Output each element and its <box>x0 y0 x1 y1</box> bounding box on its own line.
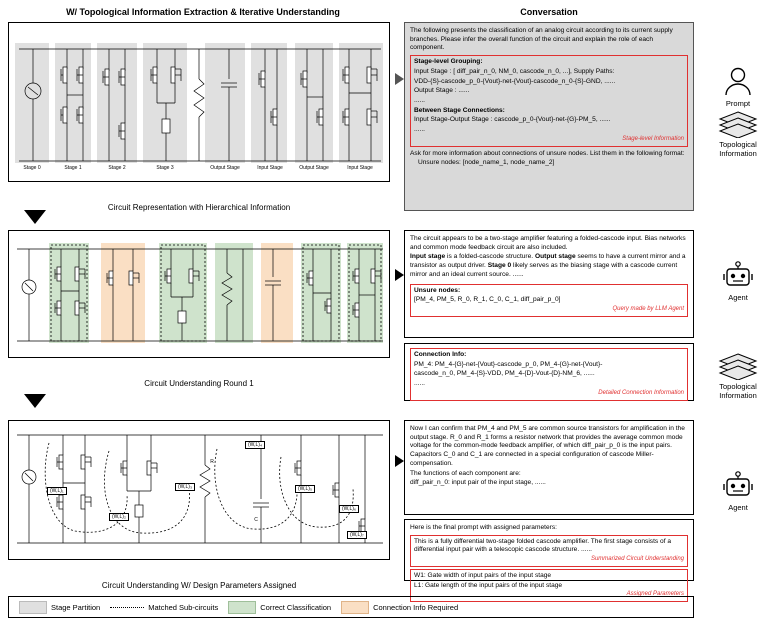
stage-grouping-title: Stage-level Grouping: <box>414 58 483 66</box>
agent-r1-t2: seems to have a current mirror and a transistor as output driver. <box>410 253 686 270</box>
stage-label-1: Stage 1 <box>64 165 82 171</box>
wl-box-2: (W,L)₂ <box>109 513 129 521</box>
connection-info-swatch <box>341 601 369 614</box>
connection-info-box <box>410 348 688 401</box>
stage-label-2: Stage 2 <box>108 165 126 171</box>
actor-prompt <box>700 66 776 108</box>
legend-label-stage-partition: Stage Partition <box>51 602 101 612</box>
assigned-parameters-tag: Assigned Parameters <box>626 591 684 598</box>
output-stage-bold: Output stage <box>534 253 576 261</box>
right-column-header: Conversation <box>520 7 578 17</box>
connection-info-line3: ...... <box>414 380 425 388</box>
flow-arrow-1 <box>24 210 46 224</box>
connection-info-bubble <box>404 343 694 401</box>
query-tag: Query made by LLM Agent <box>612 305 684 312</box>
unsure-nodes-title: Unsure nodes: <box>414 286 461 294</box>
wl-box-7: (W,L)₇ <box>347 531 367 539</box>
stage-label-7: Input Stage <box>347 165 373 171</box>
matched-subcircuits-line <box>110 607 144 608</box>
unsure-format-line: Unsure nodes: [node_name_1, node_name_2] <box>418 159 555 167</box>
prompt-ellipsis-1: ...... <box>414 96 425 104</box>
ask-more-line: Ask for more information about connections of unsure nodes. List them in the following format: <box>410 149 685 157</box>
layers-icon <box>717 110 759 138</box>
user-icon <box>721 66 755 96</box>
actor-agent-2 <box>700 470 776 512</box>
legend-item-correct-classification <box>228 601 331 614</box>
wl-box-5: (W,L)₅ <box>295 485 315 493</box>
resistor-label-r: R <box>210 459 214 465</box>
stage-label-3: Stage 3 <box>156 165 174 171</box>
supply-path-line: VDD-{S}-cascode_p_0-{Vout}-net-{Vout}-cascode_n_0-{S}-GND, ...... <box>414 77 616 85</box>
caption-row3: Circuit Understanding W/ Design Parameters Assigned <box>101 581 297 590</box>
stage-level-information-box <box>410 55 688 147</box>
stage-level-information-tag: Stage-level Information <box>622 135 684 142</box>
output-stage-line: Output Stage : ...... <box>414 87 470 95</box>
legend-item-matched-subcircuits <box>110 603 218 612</box>
final-prompt-intro: Here is the final prompt with assigned parameters: <box>410 524 557 531</box>
stage-label-0: Stage 0 <box>23 165 41 171</box>
actor-agent-label-1: Agent <box>728 293 748 302</box>
between-stage-line: Input Stage-Output Stage : cascode_p_0-{Vout}-net-{G}-PM_5, ...... <box>414 116 611 124</box>
capacitor-label-c: C <box>254 517 258 523</box>
connection-info-line2: cascode_n_0, PM_4-{S}-VDD, PM_4-{D}-Vout-{D}-NM_6, ...... <box>414 370 595 378</box>
legend-item-connection-info-required <box>341 601 458 614</box>
actor-topological-information-1 <box>700 110 776 158</box>
input-stage-line: Input Stage : [ diff_pair_n_0, NM_0, cascode_n_0, ...], Supply Paths: <box>414 67 615 75</box>
circuit-schematic-row2 <box>9 231 391 359</box>
stage-label-5: Input Stage <box>257 165 283 171</box>
summarized-understanding-tag: Summarized Circuit Understanding <box>590 556 684 563</box>
stage-label-4: Output Stage <box>210 165 240 171</box>
agent-round1-line1: The circuit appears to be a two-stage amplifier featuring a folded-cascode input. Bias networks and common mode feedback circuit are also included. <box>410 235 686 251</box>
wl-box-3: (W,L)₃ <box>175 483 195 491</box>
summarized-understanding-text: This is a fully differential two-stage folded cascode amplifier. The first stage consists of a differential input pair with a telescopic cascode structure. ...... <box>414 537 672 554</box>
wl-box-1: (W,L)₁ <box>47 487 67 495</box>
legend-label-correct-classification: Correct Classification <box>260 602 332 612</box>
param-l1: L1: Gate length of the input pairs of the input stage <box>414 581 563 589</box>
actor-topo-label-1: Topological Information <box>719 140 757 158</box>
bubble-tail <box>395 73 404 85</box>
circuit-panel-row3 <box>8 420 390 560</box>
legend-label-matched-subcircuits: Matched Sub-circuits <box>148 602 219 612</box>
unsure-nodes-list: [PM_4, PM_5, R_0, R_1, C_0, C_1, diff_pair_p_0] <box>414 296 561 304</box>
legend-label-connection-info-required: Connection Info Required <box>373 602 459 612</box>
prompt-ellipsis-2: ...... <box>414 126 425 134</box>
stage-label-6: Output Stage <box>299 165 329 171</box>
flow-arrow-2 <box>24 394 46 408</box>
actor-topo-label-2: Topological Information <box>719 382 757 400</box>
input-stage-bold: Input stage <box>410 253 446 261</box>
prompt-bubble <box>404 22 694 211</box>
actor-topological-information-2 <box>700 352 776 400</box>
agent-round2-bubble <box>404 420 694 515</box>
agent-round2-line3: diff_pair_n_0: input pair of the input stage, ...... <box>410 479 546 487</box>
circuit-schematic-row1 <box>9 23 391 183</box>
connection-info-title: Connection Info: <box>414 351 467 358</box>
prompt-intro: The following presents the classification of an analog circuit according to its current supply branches. Please infer the overall function of the circuit and explain the role of each component. <box>410 27 673 52</box>
param-w1: W1: Gate width of input pairs of the input stage <box>414 572 552 580</box>
actor-prompt-label: Prompt <box>725 99 751 108</box>
caption-row1: Circuit Representation with Hierarchical Information <box>107 203 291 212</box>
agent-r1-t1: is a folded-cascode structure. <box>445 253 535 261</box>
actor-agent-1 <box>700 260 776 302</box>
actor-agent-label-2: Agent <box>728 503 748 512</box>
circuit-panel-row1 <box>8 22 390 182</box>
left-column-header: W/ Topological Information Extraction & Iterative Understanding <box>66 7 340 17</box>
final-prompt-bubble <box>404 519 694 598</box>
robot-icon <box>722 260 754 290</box>
layers-icon <box>717 352 759 380</box>
bubble-tail <box>395 455 404 467</box>
caption-row2: Circuit Understanding Round 1 <box>144 379 254 388</box>
summarized-understanding-box <box>410 535 688 567</box>
connection-info-tag: Detailed Connection Information <box>598 389 684 396</box>
agent-round2-line2: The functions of each component are: <box>410 469 521 477</box>
agent-round2-line1: Now I can confirm that PM_4 and PM_5 are common source transistors for amplification in the output stage. R_0 and R_1 forms a resistor network that provides the average common mode voltage for the common-mode feedback amplifier, of which diff_pair_p_0 is the input pairs. Capacitors C_0 and C_1 are connected in a special configuration of cascode Miller-compensation. <box>410 425 685 467</box>
correct-classification-swatch <box>228 601 256 614</box>
stage-partition-swatch <box>19 601 47 614</box>
bubble-tail <box>395 269 404 281</box>
agent-r1-t3: likely serves as the biasing stage with a cascode current mirror and an ideal current source. ...... <box>410 262 678 278</box>
legend-item-stage-partition <box>19 601 100 614</box>
agent-round1-line2 <box>410 253 688 279</box>
between-stage-title: Between Stage Connections: <box>414 106 505 114</box>
agent-round1-bubble <box>404 230 694 338</box>
wl-box-6: (W,L)₆ <box>339 505 359 513</box>
robot-icon <box>722 470 754 500</box>
wl-box-4: (W,L)₄ <box>245 441 265 449</box>
legend <box>8 596 694 618</box>
stage0-bold: Stage 0 <box>487 262 512 270</box>
circuit-panel-row2 <box>8 230 390 358</box>
unsure-nodes-box <box>410 284 688 317</box>
connection-info-line1: PM_4: PM_4-{G}-net-{Vout}-cascode_p_0, PM_4-{G}-net-{Vout}- <box>414 360 603 368</box>
